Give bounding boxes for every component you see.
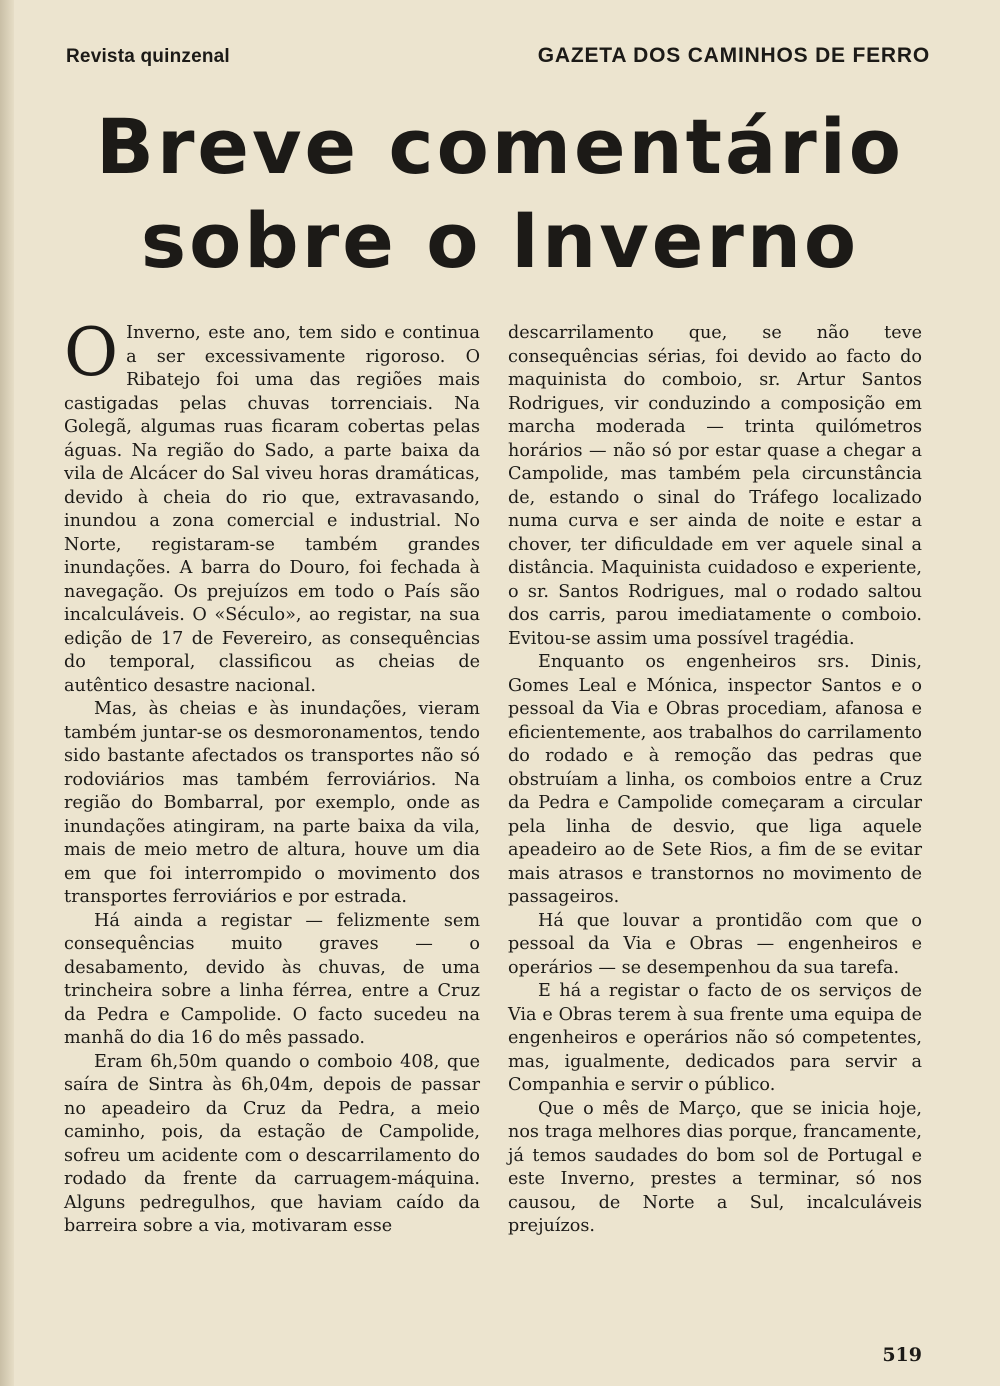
article-column-right — [508, 322, 922, 1239]
header-publication-frequency: Revista quinzenal — [66, 46, 230, 67]
article-paragraph: E há a registar o facto de os serviços de Via e Obras terem à sua frente uma equipa de engenheiros e operários não só competentes, mas, igualmente, dedicados para servir a Companhia e servir o público. — [508, 981, 922, 1095]
article-title-line-1: Breve comentário — [96, 102, 904, 191]
article-paragraph — [64, 314, 480, 698]
paragraph-text: Inverno, este ano, tem sido e continua a ser excessivamente rigoroso. O Ribatejo foi uma das regiões mais castigadas pelas chuvas torrenciais. Na Golegã, algumas ruas ficaram cobertas pelas águas. Na região do Sado, a parte baixa da vila de Alcácer do Sal viveu horas dramáticas, devido à cheia do rio que, extravasando, inundou a zona comercial e industrial. No Norte, registaram-se também grandes inundações. A barra do Douro, foi fechada à navegação. Os prejuízos em todo o País são incalculáveis. O «Século», ao registar, na sua edição de 17 de Fevereiro, as consequências do temporal, classificou as cheias de autêntico desastre nacional. — [64, 323, 480, 696]
article-paragraph: Há ainda a registar — felizmente sem consequências muito graves — o desabamento, devido às chuvas, de uma trincheira sobre a linha férrea, entre a Cruz da Pedra e Campolide. O facto sucedeu na manhã do dia 16 do mês passado. — [64, 910, 480, 1048]
header-magazine-title: GAZETA DOS CAMINHOS DE FERRO — [537, 44, 930, 67]
article-paragraph: Que o mês de Março, que se inicia hoje, nos traga melhores dias porque, francamente, já temos saudades do bom sol de Portugal e este Inverno, prestes a terminar, só nos causou, de Norte a Sul, incalculáveis prejuízos. — [508, 1098, 922, 1236]
drop-cap: O — [64, 314, 119, 391]
page-binding-edge — [0, 0, 14, 1386]
article-column-left — [64, 314, 480, 1239]
article-paragraph: descarrilamento que, se não teve consequências sérias, foi devido ao facto do maquinista do comboio, sr. Artur Santos Rodrigues, vir conduzindo a composição em marcha moderada — trinta quilómetros horários — não só por estar quase a chegar a Campolide, mas também pela circunstância de, estando o sinal do Tráfego localizado numa curva e ser ainda de noite e estar a chover, ter dificuldade em ver aquele sinal a distância. Maquinista cuidadoso e experiente, o sr. Santos Rodrigues, mal o rodado saltou dos carris, parou imediatamente o comboio. Evitou-se assim uma possível tragédia. — [508, 323, 922, 649]
article-title — [80, 100, 920, 288]
article-title-line-2: sobre o Inverno — [140, 196, 860, 285]
article-paragraph: Há que louvar a prontidão com que o pessoal da Via e Obras — engenheiros e operários — se desempenhou da sua tarefa. — [508, 910, 922, 978]
article-paragraph: Mas, às cheias e às inundações, vieram também juntar-se os desmoronamentos, tendo sido bastante afectados os transportes não só rodoviários mas também ferroviários. Na região do Bombarral, por exemplo, onde as inundações atingiram, na parte baixa da vila, mais de meio metro de altura, houve um dia em que foi interrompido o movimento dos transportes ferroviários e por estrada. — [64, 699, 480, 907]
article-paragraph: Enquanto os engenheiros srs. Dinis, Gomes Leal e Mónica, inspector Santos e o pessoal da Via e Obras procediam, afanosa e eficientemente, aos trabalhos do carrilamento do rodado e à remoção das pedras que obstruíam a linha, os comboios entre a Cruz da Pedra e Campolide começaram a circular pela linha de desvio, que liga aquele apeadeiro ao de Sete Rios, a fim de se evitar mais atrasos e transtornos no movimento de passageiros. — [508, 652, 922, 907]
article-paragraph: Eram 6h,50m quando o comboio 408, que saíra de Sintra às 6h,04m, depois de passar no apeadeiro da Cruz da Pedra, a meio caminho, pois, da estação de Campolide, sofreu um acidente com o descarrilamento do rodado da frente da carruagem-máquina. Alguns pedregulhos, que haviam caído da barreira sobre a via, motivaram esse — [64, 1051, 480, 1236]
page-number: 519 — [882, 1344, 922, 1366]
